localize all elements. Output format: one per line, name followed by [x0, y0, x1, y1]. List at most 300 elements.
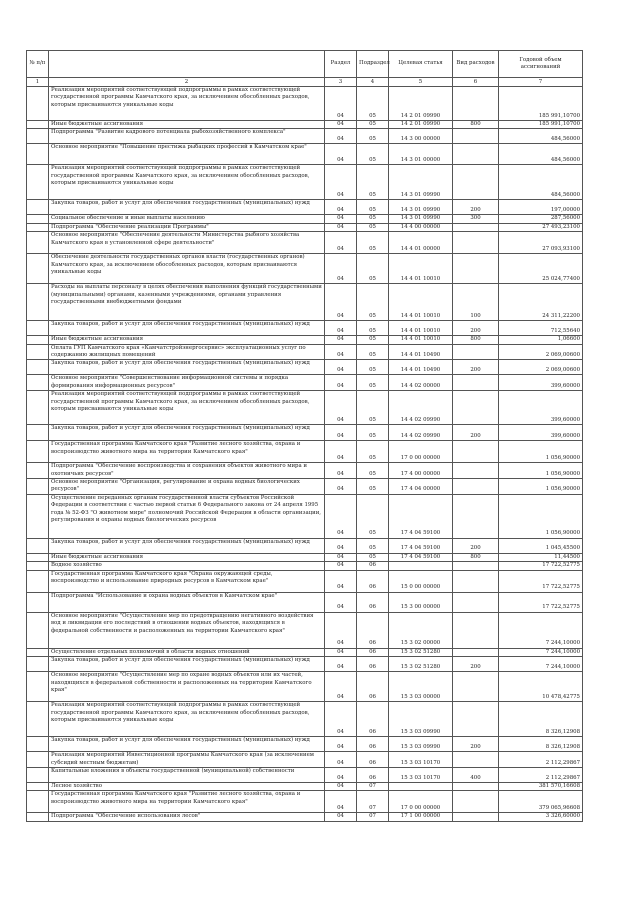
- cell-num: [27, 592, 49, 612]
- cell-razdel: 04: [325, 441, 357, 463]
- table-row: [27, 360, 583, 375]
- column-index: 2: [49, 78, 325, 87]
- cell-vr: 200: [453, 360, 499, 375]
- cell-num: [27, 284, 49, 321]
- cell-podrazdel: 06: [357, 648, 389, 656]
- cell-csr: 17 4 00 00000: [389, 463, 453, 479]
- cell-num: [27, 87, 49, 121]
- cell-sum: 7 244,10000: [499, 612, 583, 648]
- cell-num: [27, 782, 49, 790]
- cell-name: Подпрограмма "Использование и охрана водных объектов в Камчатском крае": [49, 592, 325, 612]
- budget-table-page: [26, 50, 582, 822]
- cell-csr: 14 4 01 10010: [389, 284, 453, 321]
- header-razdel: Раздел: [325, 51, 357, 78]
- table-row: [27, 375, 583, 391]
- cell-vr: 300: [453, 215, 499, 223]
- cell-podrazdel: 05: [357, 232, 389, 254]
- cell-num: [27, 752, 49, 768]
- cell-sum: 11,44500: [499, 553, 583, 561]
- cell-num: [27, 562, 49, 570]
- cell-sum: 17 722,52775: [499, 570, 583, 592]
- cell-podrazdel: 05: [357, 538, 389, 553]
- cell-razdel: 04: [325, 144, 357, 165]
- cell-name: Подпрограмма "Обеспечение реализации Программы": [49, 223, 325, 231]
- cell-num: [27, 813, 49, 821]
- cell-sum: 379 065,96608: [499, 791, 583, 813]
- cell-name: Иные бюджетные ассигнования: [49, 121, 325, 129]
- cell-vr: [453, 232, 499, 254]
- cell-name: Государственная программа Камчатского края "Развитие лесного хозяйства, охрана и воспроизводство животного мира на территории Камчатского края": [49, 441, 325, 463]
- column-index: 7: [499, 78, 583, 87]
- cell-podrazdel: 05: [357, 284, 389, 321]
- cell-razdel: 04: [325, 223, 357, 231]
- cell-podrazdel: 05: [357, 144, 389, 165]
- table-row: [27, 425, 583, 441]
- table-row: [27, 223, 583, 231]
- cell-vr: [453, 648, 499, 656]
- cell-razdel: 04: [325, 702, 357, 737]
- cell-csr: 14 4 01 00000: [389, 232, 453, 254]
- cell-csr: 17 4 04 59100: [389, 494, 453, 538]
- cell-vr: 800: [453, 553, 499, 561]
- cell-num: [27, 232, 49, 254]
- cell-sum: 484,56000: [499, 129, 583, 144]
- cell-sum: 484,56000: [499, 144, 583, 165]
- cell-csr: 14 4 01 10010: [389, 336, 453, 344]
- cell-razdel: 04: [325, 200, 357, 215]
- cell-sum: 1 056,90000: [499, 479, 583, 495]
- cell-name: Основное мероприятие "Организация, регулирование и охрана водных биологических ресурсов": [49, 479, 325, 495]
- table-row: [27, 215, 583, 223]
- cell-razdel: 04: [325, 165, 357, 200]
- cell-csr: 15 3 03 10170: [389, 767, 453, 782]
- cell-sum: 17 722,52775: [499, 592, 583, 612]
- cell-vr: [453, 479, 499, 495]
- cell-csr: 15 3 00 00000: [389, 592, 453, 612]
- cell-razdel: 04: [325, 215, 357, 223]
- cell-vr: [453, 87, 499, 121]
- cell-razdel: 04: [325, 782, 357, 790]
- cell-vr: 100: [453, 284, 499, 321]
- cell-vr: [453, 254, 499, 284]
- column-index-row: [27, 78, 583, 87]
- table-row: [27, 813, 583, 821]
- cell-podrazdel: 05: [357, 479, 389, 495]
- cell-podrazdel: 05: [357, 215, 389, 223]
- table-body: [27, 87, 583, 822]
- cell-razdel: 04: [325, 592, 357, 612]
- cell-num: [27, 425, 49, 441]
- cell-num: [27, 215, 49, 223]
- cell-sum: 287,56000: [499, 215, 583, 223]
- cell-razdel: 04: [325, 129, 357, 144]
- cell-vr: [453, 375, 499, 391]
- cell-vr: [453, 592, 499, 612]
- cell-podrazdel: 06: [357, 612, 389, 648]
- cell-name: Государственная программа Камчатского края "Охрана окружающей среды, воспроизводство и использование природных ресурсов в Камчатском крае": [49, 570, 325, 592]
- header-num: № п/п: [27, 51, 49, 78]
- cell-vr: 200: [453, 538, 499, 553]
- cell-vr: [453, 612, 499, 648]
- cell-num: [27, 144, 49, 165]
- cell-csr: 15 3 02 51280: [389, 657, 453, 672]
- cell-sum: 27 493,23100: [499, 223, 583, 231]
- header-vr: Вид расходов: [453, 51, 499, 78]
- cell-name: Реализация мероприятий Инвестиционной программы Камчатского края (за исключением субсидий местным бюджетам): [49, 752, 325, 768]
- cell-num: [27, 336, 49, 344]
- cell-vr: [453, 562, 499, 570]
- cell-razdel: 04: [325, 813, 357, 821]
- table-row: [27, 336, 583, 344]
- cell-num: [27, 129, 49, 144]
- cell-csr: 14 3 01 09990: [389, 215, 453, 223]
- cell-vr: [453, 791, 499, 813]
- table-row: [27, 391, 583, 425]
- cell-podrazdel: 05: [357, 336, 389, 344]
- cell-podrazdel: 05: [357, 200, 389, 215]
- cell-num: [27, 737, 49, 752]
- cell-csr: 15 0 00 00000: [389, 570, 453, 592]
- cell-podrazdel: 06: [357, 737, 389, 752]
- column-index: 5: [389, 78, 453, 87]
- cell-name: Основное мероприятие "Осуществление мер по охране водных объектов или их частей, находящихся в федеральной собственности и расположенных на территории Камчатского края": [49, 672, 325, 702]
- cell-csr: 14 2 01 09990: [389, 87, 453, 121]
- cell-vr: [453, 752, 499, 768]
- cell-podrazdel: 06: [357, 672, 389, 702]
- cell-csr: 14 4 01 10490: [389, 360, 453, 375]
- cell-name: Основное мероприятие "Повышение престижа рыбацких профессий в Камчатском крае": [49, 144, 325, 165]
- cell-razdel: 04: [325, 672, 357, 702]
- cell-num: [27, 360, 49, 375]
- cell-razdel: 04: [325, 284, 357, 321]
- cell-sum: 712,55640: [499, 321, 583, 336]
- cell-num: [27, 375, 49, 391]
- cell-podrazdel: 07: [357, 782, 389, 790]
- cell-sum: 1 045,45500: [499, 538, 583, 553]
- cell-csr: 14 4 01 10010: [389, 321, 453, 336]
- cell-razdel: 04: [325, 87, 357, 121]
- table-row: [27, 672, 583, 702]
- cell-name: Закупка товаров, работ и услуг для обеспечения государственных (муниципальных) нужд: [49, 737, 325, 752]
- cell-razdel: 04: [325, 321, 357, 336]
- table-row: [27, 767, 583, 782]
- cell-sum: 27 093,93100: [499, 232, 583, 254]
- cell-name: Подпрограмма "Развитие кадрового потенциала рыбохозяйственного комплекса": [49, 129, 325, 144]
- cell-name: Основное мероприятие "Совершенствование информационной системы и порядка формирования информационных ресурсов": [49, 375, 325, 391]
- cell-name: Осуществление отдельных полномочий в области водных отношений: [49, 648, 325, 656]
- cell-podrazdel: 05: [357, 425, 389, 441]
- cell-sum: 185 991,10700: [499, 121, 583, 129]
- cell-razdel: 04: [325, 254, 357, 284]
- cell-csr: 14 3 00 00000: [389, 129, 453, 144]
- table-row: [27, 129, 583, 144]
- cell-csr: 15 3 02 00000: [389, 612, 453, 648]
- cell-sum: 25 024,77400: [499, 254, 583, 284]
- cell-sum: 1 056,90000: [499, 463, 583, 479]
- table-row: [27, 752, 583, 768]
- cell-num: [27, 494, 49, 538]
- cell-num: [27, 538, 49, 553]
- cell-name: Осуществление переданных органам государственной власти субъектов Российской Федерации в соответствии с частью первой статьи 6 Федерального закона от 24 апреля 1995 года № 52-ФЗ "О животном мире" полномочий Российской Федерации в области организации, регулирования и охраны водных биологических ресурсов: [49, 494, 325, 538]
- table-row: [27, 479, 583, 495]
- cell-name: Закупка товаров, работ и услуг для обеспечения государственных (муниципальных) нужд: [49, 200, 325, 215]
- table-row: [27, 562, 583, 570]
- table-row: [27, 232, 583, 254]
- cell-sum: 2 112,29867: [499, 767, 583, 782]
- table-row: [27, 284, 583, 321]
- table-row: [27, 553, 583, 561]
- table-row: [27, 592, 583, 612]
- cell-podrazdel: 05: [357, 121, 389, 129]
- cell-sum: 484,56000: [499, 165, 583, 200]
- table-row: [27, 657, 583, 672]
- header-name: [49, 51, 325, 78]
- cell-name: Оплата ГУП Камчатского края «Камчатстройэнергосервис» эксплуатационных услуг по содержанию жилищных помещений: [49, 344, 325, 360]
- cell-sum: 1,06600: [499, 336, 583, 344]
- cell-csr: 14 3 01 09990: [389, 200, 453, 215]
- cell-vr: 200: [453, 737, 499, 752]
- cell-vr: [453, 144, 499, 165]
- table-row: [27, 463, 583, 479]
- cell-podrazdel: 06: [357, 702, 389, 737]
- cell-name: Реализация мероприятий соответствующей подпрограммы в рамках соответствующей государственной программы Камчатского края, за исключением обособленных расходов, которым присваиваются уникальные коды: [49, 165, 325, 200]
- cell-name: Подпрограмма "Обеспечение использования лесов": [49, 813, 325, 821]
- column-index: 4: [357, 78, 389, 87]
- cell-csr: [389, 562, 453, 570]
- cell-podrazdel: 06: [357, 562, 389, 570]
- cell-podrazdel: 07: [357, 813, 389, 821]
- cell-csr: 15 3 03 09990: [389, 737, 453, 752]
- cell-name: Подпрограмма "Обеспечение воспроизводства и сохранения объектов животного мира и охотничьих ресурсов": [49, 463, 325, 479]
- header-podrazdel: Подраздел: [357, 51, 389, 78]
- cell-num: [27, 612, 49, 648]
- cell-sum: 8 326,12908: [499, 702, 583, 737]
- cell-sum: 185 991,10700: [499, 87, 583, 121]
- cell-num: [27, 672, 49, 702]
- cell-vr: [453, 441, 499, 463]
- cell-razdel: 04: [325, 344, 357, 360]
- table-row: [27, 782, 583, 790]
- cell-vr: [453, 463, 499, 479]
- cell-num: [27, 657, 49, 672]
- cell-name: Закупка товаров, работ и услуг для обеспечения государственных (муниципальных) нужд: [49, 360, 325, 375]
- cell-vr: 800: [453, 121, 499, 129]
- cell-csr: 17 4 04 59100: [389, 538, 453, 553]
- column-index: 1: [27, 78, 49, 87]
- cell-podrazdel: 05: [357, 344, 389, 360]
- cell-razdel: 04: [325, 553, 357, 561]
- cell-sum: 399,60000: [499, 375, 583, 391]
- cell-vr: [453, 129, 499, 144]
- column-index: 6: [453, 78, 499, 87]
- cell-name: Расходы на выплаты персоналу в целях обеспечения выполнения функций государственными (муниципальными) органами, казенными учреждениями, органами управления государственными внебюджетными фондами: [49, 284, 325, 321]
- table-row: [27, 648, 583, 656]
- cell-sum: 24 311,22200: [499, 284, 583, 321]
- cell-razdel: 04: [325, 494, 357, 538]
- cell-razdel: 04: [325, 737, 357, 752]
- table-row: [27, 441, 583, 463]
- table-row: [27, 612, 583, 648]
- cell-sum: 10 478,42775: [499, 672, 583, 702]
- table-row: [27, 494, 583, 538]
- cell-num: [27, 767, 49, 782]
- cell-sum: 2 112,29867: [499, 752, 583, 768]
- cell-csr: 17 4 04 00000: [389, 479, 453, 495]
- cell-vr: [453, 813, 499, 821]
- table-row: [27, 121, 583, 129]
- table-row: [27, 200, 583, 215]
- cell-vr: [453, 702, 499, 737]
- cell-podrazdel: 05: [357, 553, 389, 561]
- cell-podrazdel: 07: [357, 791, 389, 813]
- cell-podrazdel: 05: [357, 165, 389, 200]
- cell-name: Иные бюджетные ассигнования: [49, 336, 325, 344]
- cell-sum: 1 056,90000: [499, 441, 583, 463]
- cell-vr: [453, 391, 499, 425]
- cell-podrazdel: 05: [357, 375, 389, 391]
- cell-name: Водное хозяйство: [49, 562, 325, 570]
- cell-name: Основное мероприятие "Обеспечение деятельности Министерства рыбного хозяйства Камчатского края в установленной сфере деятельности": [49, 232, 325, 254]
- cell-csr: 15 3 03 10170: [389, 752, 453, 768]
- column-index: 3: [325, 78, 357, 87]
- cell-podrazdel: 06: [357, 767, 389, 782]
- cell-csr: 14 4 01 10010: [389, 254, 453, 284]
- cell-sum: 197,00000: [499, 200, 583, 215]
- cell-csr: 17 1 00 00000: [389, 813, 453, 821]
- cell-podrazdel: 05: [357, 129, 389, 144]
- cell-num: [27, 391, 49, 425]
- cell-name: Социальное обеспечение и иные выплаты населению: [49, 215, 325, 223]
- cell-num: [27, 165, 49, 200]
- cell-num: [27, 321, 49, 336]
- cell-vr: 200: [453, 321, 499, 336]
- cell-sum: 7 244,10000: [499, 648, 583, 656]
- cell-razdel: 04: [325, 375, 357, 391]
- cell-csr: [389, 782, 453, 790]
- cell-sum: 1 056,90000: [499, 494, 583, 538]
- cell-sum: 399,60000: [499, 391, 583, 425]
- cell-podrazdel: 05: [357, 87, 389, 121]
- cell-name: Государственная программа Камчатского края "Развитие лесного хозяйства, охрана и воспроизводство животного мира на территории Камчатского края": [49, 791, 325, 813]
- budget-table: [26, 50, 583, 822]
- cell-razdel: 04: [325, 391, 357, 425]
- table-row: [27, 344, 583, 360]
- cell-podrazdel: 05: [357, 441, 389, 463]
- cell-num: [27, 570, 49, 592]
- cell-csr: 17 0 00 00000: [389, 791, 453, 813]
- table-row: [27, 254, 583, 284]
- cell-num: [27, 463, 49, 479]
- cell-num: [27, 648, 49, 656]
- cell-razdel: 04: [325, 791, 357, 813]
- cell-vr: 200: [453, 657, 499, 672]
- cell-podrazdel: 06: [357, 570, 389, 592]
- table-row: [27, 702, 583, 737]
- cell-razdel: 04: [325, 648, 357, 656]
- cell-name: Реализация мероприятий соответствующей подпрограммы в рамках соответствующей государственной программы Камчатского края, за исключением обособленных расходов, которым присваиваются уникальные коды: [49, 702, 325, 737]
- cell-razdel: 04: [325, 562, 357, 570]
- cell-sum: 399,60000: [499, 425, 583, 441]
- cell-razdel: 04: [325, 479, 357, 495]
- cell-num: [27, 223, 49, 231]
- cell-razdel: 04: [325, 336, 357, 344]
- cell-razdel: 04: [325, 425, 357, 441]
- cell-csr: 17 4 04 59100: [389, 553, 453, 561]
- cell-sum: 7 244,10000: [499, 657, 583, 672]
- cell-csr: 15 3 03 09990: [389, 702, 453, 737]
- table-row: [27, 570, 583, 592]
- cell-vr: [453, 782, 499, 790]
- cell-razdel: 04: [325, 232, 357, 254]
- cell-name: Лесное хозяйство: [49, 782, 325, 790]
- cell-num: [27, 121, 49, 129]
- cell-csr: 15 3 02 51280: [389, 648, 453, 656]
- cell-sum: 2 069,00600: [499, 344, 583, 360]
- cell-csr: 14 4 02 09990: [389, 425, 453, 441]
- cell-razdel: 04: [325, 657, 357, 672]
- table-row: [27, 538, 583, 553]
- cell-vr: [453, 570, 499, 592]
- cell-podrazdel: 05: [357, 391, 389, 425]
- cell-razdel: 04: [325, 570, 357, 592]
- cell-csr: 15 3 03 00000: [389, 672, 453, 702]
- cell-vr: 800: [453, 336, 499, 344]
- cell-num: [27, 441, 49, 463]
- table-row: [27, 144, 583, 165]
- cell-razdel: 04: [325, 752, 357, 768]
- cell-podrazdel: 05: [357, 254, 389, 284]
- cell-name: Иные бюджетные ассигнования: [49, 553, 325, 561]
- cell-vr: 200: [453, 200, 499, 215]
- cell-podrazdel: 06: [357, 657, 389, 672]
- cell-sum: 2 069,00600: [499, 360, 583, 375]
- cell-num: [27, 344, 49, 360]
- cell-sum: 381 570,16608: [499, 782, 583, 790]
- cell-vr: [453, 672, 499, 702]
- cell-num: [27, 553, 49, 561]
- cell-name: Капитальные вложения в объекты государственной (муниципальной) собственности: [49, 767, 325, 782]
- cell-name: Закупка товаров, работ и услуг для обеспечения государственных (муниципальных) нужд: [49, 321, 325, 336]
- cell-csr: 14 4 00 00000: [389, 223, 453, 231]
- cell-name: Закупка товаров, работ и услуг для обеспечения государственных (муниципальных) нужд: [49, 657, 325, 672]
- cell-razdel: 04: [325, 463, 357, 479]
- cell-vr: [453, 344, 499, 360]
- cell-name: Реализация мероприятий соответствующей подпрограммы в рамках соответствующей государственной программы Камчатского края, за исключением обособленных расходов, которым присваиваются уникальные коды: [49, 391, 325, 425]
- cell-sum: 3 326,60000: [499, 813, 583, 821]
- cell-razdel: 04: [325, 121, 357, 129]
- cell-csr: 14 4 02 09990: [389, 391, 453, 425]
- cell-name: Основное мероприятие "Осуществление мер по предотвращению негативного воздействия вод и ликвидации его последствий в отношении водных объектов, находящихся в федеральной собственности и расположенных на территории Камчатского края": [49, 612, 325, 648]
- cell-podrazdel: 05: [357, 360, 389, 375]
- table-row: [27, 87, 583, 121]
- cell-sum: 8 326,12908: [499, 737, 583, 752]
- header-csr: Целевая статья: [389, 51, 453, 78]
- cell-razdel: 04: [325, 767, 357, 782]
- table-row: [27, 737, 583, 752]
- table-row: [27, 321, 583, 336]
- cell-num: [27, 791, 49, 813]
- table-row: [27, 791, 583, 813]
- cell-num: [27, 479, 49, 495]
- cell-num: [27, 200, 49, 215]
- cell-razdel: 04: [325, 538, 357, 553]
- cell-csr: 14 4 02 00000: [389, 375, 453, 391]
- cell-podrazdel: 06: [357, 592, 389, 612]
- cell-csr: 17 0 00 00000: [389, 441, 453, 463]
- cell-vr: [453, 494, 499, 538]
- table-header-row: [27, 51, 583, 78]
- cell-podrazdel: 06: [357, 752, 389, 768]
